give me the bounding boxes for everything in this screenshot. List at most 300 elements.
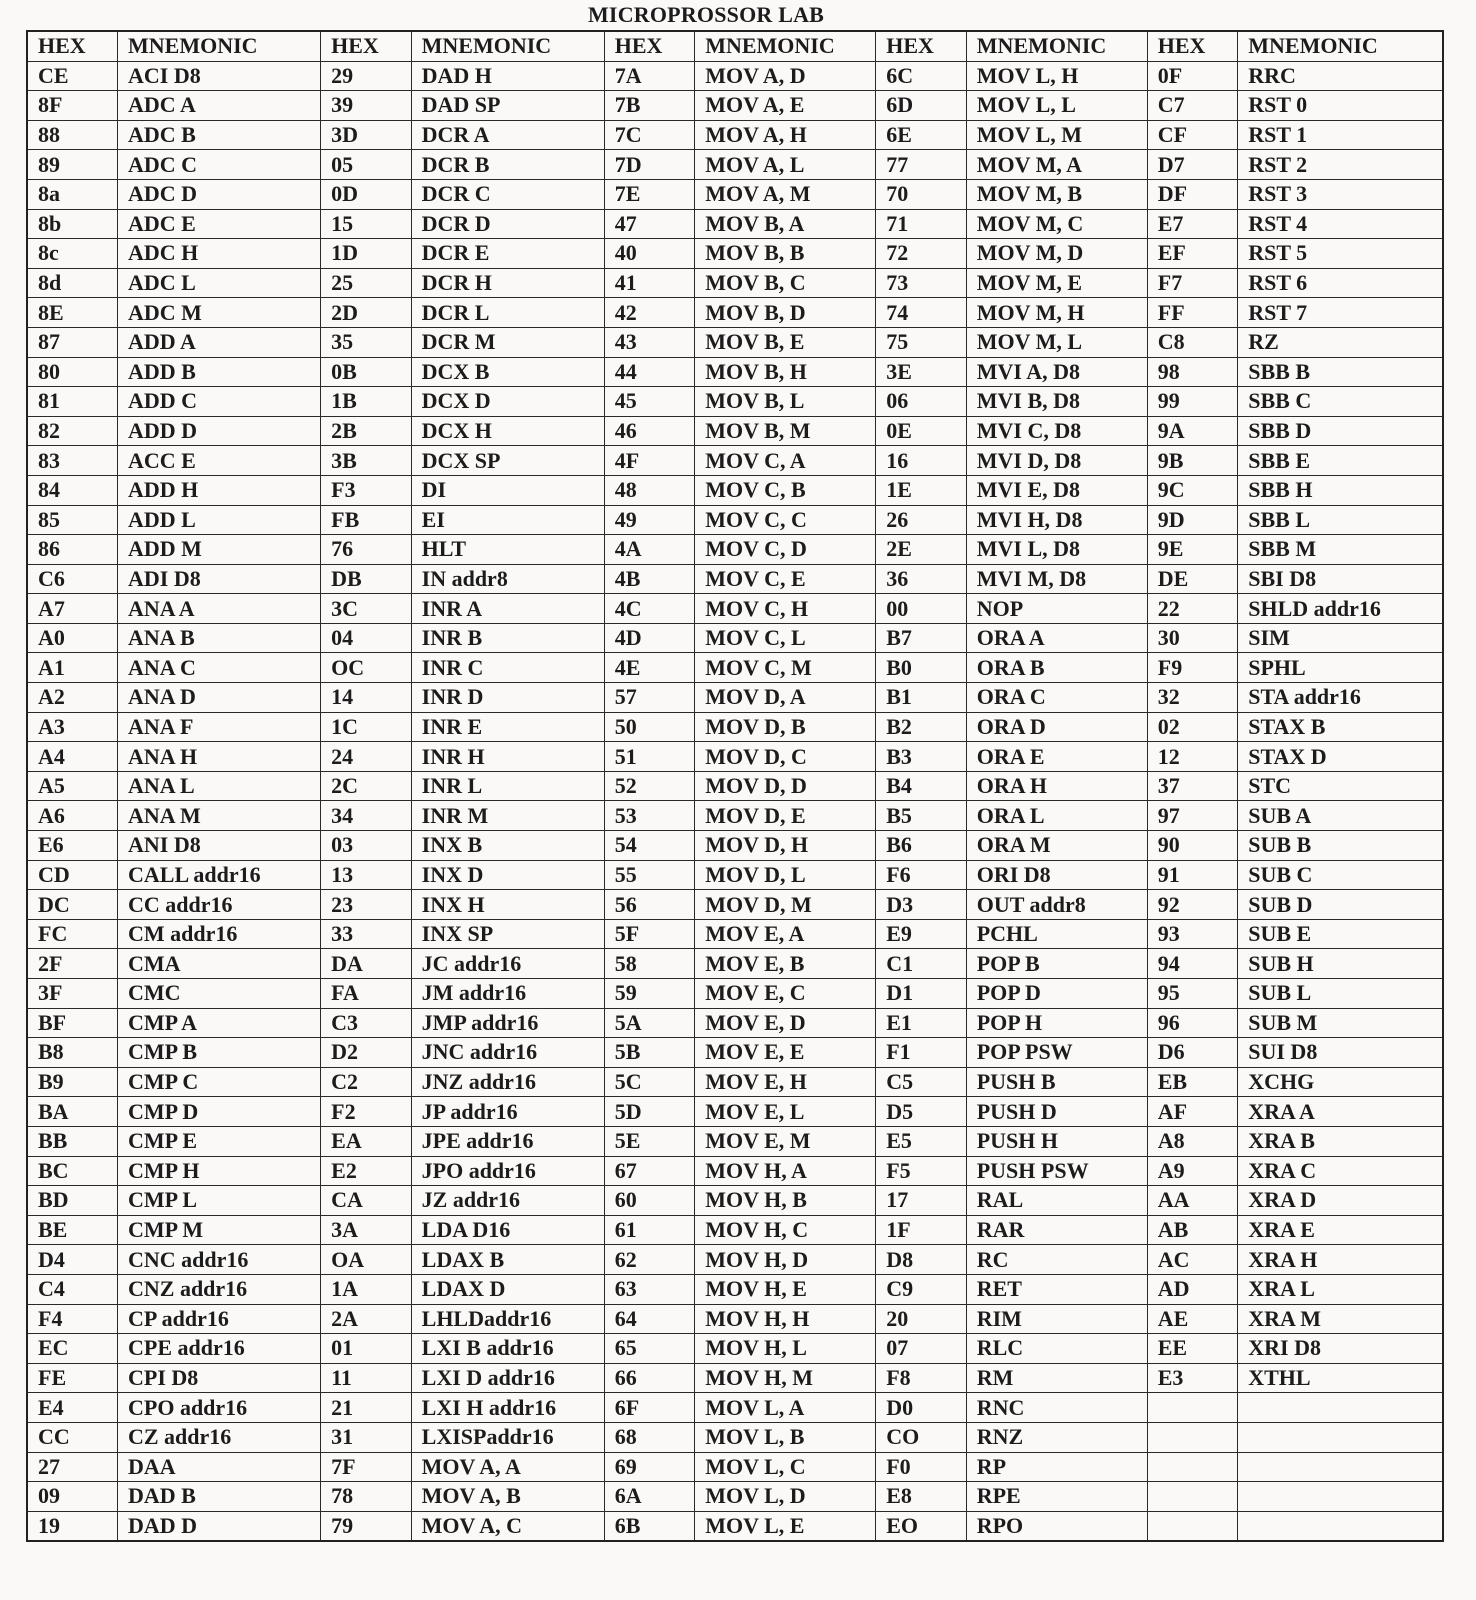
mnemonic-cell: MVI C, D8 [966, 416, 1147, 446]
mnemonic-cell: JNZ addr16 [411, 1067, 604, 1097]
hex-cell: 34 [321, 801, 412, 831]
mnemonic-cell: SBB D [1238, 416, 1443, 446]
hex-cell: B4 [876, 771, 967, 801]
mnemonic-cell: EI [411, 505, 604, 535]
mnemonic-cell: JPE addr16 [411, 1126, 604, 1156]
mnemonic-cell: PCHL [966, 919, 1147, 949]
hex-cell: 6A [604, 1482, 695, 1512]
table-row [27, 594, 1443, 624]
hex-cell: F9 [1147, 653, 1238, 683]
hex-cell: BF [27, 1008, 118, 1038]
hex-cell: B1 [876, 683, 967, 713]
table-row [27, 1126, 1443, 1156]
hex-cell: 9D [1147, 505, 1238, 535]
mnemonic-cell: SIM [1238, 623, 1443, 653]
hex-cell: 09 [27, 1482, 118, 1512]
hex-cell: 15 [321, 209, 412, 239]
mnemonic-cell: SUB C [1238, 860, 1443, 890]
hex-cell: 72 [876, 239, 967, 269]
mnemonic-cell: RAL [966, 1186, 1147, 1216]
table-row [27, 742, 1443, 772]
mnemonic-cell: CALL addr16 [118, 860, 321, 890]
table-row [27, 1334, 1443, 1364]
mnemonic-cell: CMP E [118, 1126, 321, 1156]
hex-cell: 66 [604, 1363, 695, 1393]
hex-cell: 60 [604, 1186, 695, 1216]
hex-cell: 98 [1147, 357, 1238, 387]
hex-cell: 9E [1147, 535, 1238, 565]
hex-cell: 33 [321, 919, 412, 949]
mnemonic-cell: ORA C [966, 683, 1147, 713]
hex-cell: 21 [321, 1393, 412, 1423]
hex-cell: 46 [604, 416, 695, 446]
mnemonic-cell: MOV B, A [695, 209, 876, 239]
hex-cell: 07 [876, 1334, 967, 1364]
hex-cell: B5 [876, 801, 967, 831]
mnemonic-cell: MOV D, L [695, 860, 876, 890]
mnemonic-cell: INR D [411, 683, 604, 713]
hex-cell: 3C [321, 594, 412, 624]
hex-cell: C2 [321, 1067, 412, 1097]
hex-cell: 6C [876, 61, 967, 91]
mnemonic-cell: MOV M, C [966, 209, 1147, 239]
hex-cell: 73 [876, 268, 967, 298]
hex-cell: F0 [876, 1452, 967, 1482]
hex-cell: 49 [604, 505, 695, 535]
opcode-table [26, 30, 1444, 1542]
hex-cell: D7 [1147, 150, 1238, 180]
mnemonic-cell: CMP H [118, 1156, 321, 1186]
mnemonic-cell: JP addr16 [411, 1097, 604, 1127]
mnemonic-cell: RPO [966, 1511, 1147, 1541]
hex-cell: 9C [1147, 475, 1238, 505]
hex-cell [1147, 1511, 1238, 1541]
hex-cell: C8 [1147, 327, 1238, 357]
hex-cell: 58 [604, 949, 695, 979]
hex-cell: 32 [1147, 683, 1238, 713]
mnemonic-cell: CMP L [118, 1186, 321, 1216]
hex-cell: AB [1147, 1215, 1238, 1245]
table-row [27, 298, 1443, 328]
mnemonic-cell: MVI A, D8 [966, 357, 1147, 387]
mnemonic-cell: POP B [966, 949, 1147, 979]
mnemonic-cell: RST 5 [1238, 239, 1443, 269]
mnemonic-cell: SBB B [1238, 357, 1443, 387]
mnemonic-cell: SBB C [1238, 387, 1443, 417]
mnemonic-cell: ANA C [118, 653, 321, 683]
hex-cell: 19 [27, 1511, 118, 1541]
mnemonic-cell: MOV C, L [695, 623, 876, 653]
hex-cell: 74 [876, 298, 967, 328]
mnemonic-cell: LXI D addr16 [411, 1363, 604, 1393]
mnemonic-cell: SUB D [1238, 890, 1443, 920]
hex-cell: 13 [321, 860, 412, 890]
hex-cell: 7F [321, 1452, 412, 1482]
hex-cell: 44 [604, 357, 695, 387]
mnemonic-cell: DI [411, 475, 604, 505]
mnemonic-cell: DCR A [411, 120, 604, 150]
mnemonic-cell: RAR [966, 1215, 1147, 1245]
mnemonic-cell: RST 6 [1238, 268, 1443, 298]
mnemonic-cell: CMC [118, 979, 321, 1009]
mnemonic-cell: PUSH B [966, 1067, 1147, 1097]
mnemonic-cell: RC [966, 1245, 1147, 1275]
hex-cell: D2 [321, 1038, 412, 1068]
hex-cell: 0F [1147, 61, 1238, 91]
mnemonic-cell: RLC [966, 1334, 1147, 1364]
table-row [27, 1038, 1443, 1068]
mnemonic-cell: MOV H, M [695, 1363, 876, 1393]
hex-cell: DF [1147, 179, 1238, 209]
mnemonic-cell: LXISPaddr16 [411, 1422, 604, 1452]
mnemonic-cell: INR M [411, 801, 604, 831]
mnemonic-cell: MOV H, C [695, 1215, 876, 1245]
mnemonic-cell: XRA M [1238, 1304, 1443, 1334]
mnemonic-cell: MOV A, A [411, 1452, 604, 1482]
hex-cell: F6 [876, 860, 967, 890]
mnemonic-cell: CMA [118, 949, 321, 979]
mnemonic-cell: DAD B [118, 1482, 321, 1512]
mnemonic-cell [1238, 1393, 1443, 1423]
table-row [27, 387, 1443, 417]
hex-cell: 47 [604, 209, 695, 239]
hex-cell: 4B [604, 564, 695, 594]
hex-cell [1147, 1393, 1238, 1423]
mnemonic-cell: RST 4 [1238, 209, 1443, 239]
table-row [27, 327, 1443, 357]
mnemonic-cell: DCX B [411, 357, 604, 387]
table-row [27, 1511, 1443, 1541]
hex-cell: 3E [876, 357, 967, 387]
hex-cell: 76 [321, 535, 412, 565]
mnemonic-cell: MVI E, D8 [966, 475, 1147, 505]
hex-cell: 26 [876, 505, 967, 535]
hex-cell: BE [27, 1215, 118, 1245]
table-row [27, 446, 1443, 476]
header-mnemonic: MNEMONIC [1238, 31, 1443, 61]
table-row [27, 416, 1443, 446]
hex-cell: 43 [604, 327, 695, 357]
mnemonic-cell: MOV D, A [695, 683, 876, 713]
mnemonic-cell: DCR L [411, 298, 604, 328]
mnemonic-cell: ORA D [966, 712, 1147, 742]
mnemonic-cell [1238, 1482, 1443, 1512]
mnemonic-cell: MOV M, L [966, 327, 1147, 357]
hex-cell: 8b [27, 209, 118, 239]
mnemonic-cell: MOV B, H [695, 357, 876, 387]
hex-cell: 1A [321, 1274, 412, 1304]
hex-cell: 2A [321, 1304, 412, 1334]
hex-cell: 1B [321, 387, 412, 417]
mnemonic-cell: XRA B [1238, 1126, 1443, 1156]
hex-cell: F3 [321, 475, 412, 505]
hex-cell: 04 [321, 623, 412, 653]
mnemonic-cell: MOV E, E [695, 1038, 876, 1068]
hex-cell: FA [321, 979, 412, 1009]
mnemonic-cell: INX H [411, 890, 604, 920]
hex-cell: 8d [27, 268, 118, 298]
mnemonic-cell: DCR H [411, 268, 604, 298]
hex-cell: 83 [27, 446, 118, 476]
hex-cell: A8 [1147, 1126, 1238, 1156]
mnemonic-cell: MOV B, C [695, 268, 876, 298]
mnemonic-cell: CC addr16 [118, 890, 321, 920]
hex-cell: C4 [27, 1274, 118, 1304]
hex-cell: 24 [321, 742, 412, 772]
mnemonic-cell: MOV E, B [695, 949, 876, 979]
mnemonic-cell: MOV A, E [695, 91, 876, 121]
mnemonic-cell: MOV L, E [695, 1511, 876, 1541]
hex-cell: 41 [604, 268, 695, 298]
table-row [27, 505, 1443, 535]
mnemonic-cell: LXI H addr16 [411, 1393, 604, 1423]
mnemonic-cell: ADD C [118, 387, 321, 417]
table-row [27, 1274, 1443, 1304]
hex-cell: 4D [604, 623, 695, 653]
mnemonic-cell: INR B [411, 623, 604, 653]
mnemonic-cell: ORA A [966, 623, 1147, 653]
hex-cell: 1E [876, 475, 967, 505]
mnemonic-cell: STAX D [1238, 742, 1443, 772]
hex-cell: D3 [876, 890, 967, 920]
mnemonic-cell: RST 1 [1238, 120, 1443, 150]
hex-cell: 1D [321, 239, 412, 269]
hex-cell: C9 [876, 1274, 967, 1304]
hex-cell: EO [876, 1511, 967, 1541]
hex-cell: 4A [604, 535, 695, 565]
hex-cell: 5D [604, 1097, 695, 1127]
hex-cell: 71 [876, 209, 967, 239]
hex-cell: D5 [876, 1097, 967, 1127]
mnemonic-cell: ADC H [118, 239, 321, 269]
table-row [27, 120, 1443, 150]
hex-cell: EE [1147, 1334, 1238, 1364]
mnemonic-cell: INR H [411, 742, 604, 772]
hex-cell: C3 [321, 1008, 412, 1038]
hex-cell: 2E [876, 535, 967, 565]
hex-cell: 6E [876, 120, 967, 150]
hex-cell: A4 [27, 742, 118, 772]
hex-cell: 27 [27, 1452, 118, 1482]
mnemonic-cell: MOV D, H [695, 831, 876, 861]
table-row [27, 919, 1443, 949]
hex-cell: B8 [27, 1038, 118, 1068]
table-row [27, 890, 1443, 920]
hex-cell: AE [1147, 1304, 1238, 1334]
mnemonic-cell: LDA D16 [411, 1215, 604, 1245]
mnemonic-cell: MOV C, E [695, 564, 876, 594]
table-row [27, 771, 1443, 801]
hex-cell: 2B [321, 416, 412, 446]
mnemonic-cell: MOV L, M [966, 120, 1147, 150]
mnemonic-cell: JMP addr16 [411, 1008, 604, 1038]
hex-cell: 65 [604, 1334, 695, 1364]
hex-cell: 75 [876, 327, 967, 357]
hex-cell: 4F [604, 446, 695, 476]
hex-cell: 54 [604, 831, 695, 861]
table-row [27, 1156, 1443, 1186]
mnemonic-cell: MOV B, D [695, 298, 876, 328]
mnemonic-cell: ORA L [966, 801, 1147, 831]
header-row [27, 31, 1443, 61]
hex-cell: CF [1147, 120, 1238, 150]
hex-cell: AD [1147, 1274, 1238, 1304]
hex-cell: EB [1147, 1067, 1238, 1097]
mnemonic-cell: DCX SP [411, 446, 604, 476]
mnemonic-cell: XTHL [1238, 1363, 1443, 1393]
table-row [27, 1482, 1443, 1512]
mnemonic-cell: RNC [966, 1393, 1147, 1423]
mnemonic-cell: CPI D8 [118, 1363, 321, 1393]
mnemonic-cell: STC [1238, 771, 1443, 801]
hex-cell: 3D [321, 120, 412, 150]
hex-cell: 3F [27, 979, 118, 1009]
mnemonic-cell: MOV M, H [966, 298, 1147, 328]
hex-cell: A9 [1147, 1156, 1238, 1186]
hex-cell: 7D [604, 150, 695, 180]
mnemonic-cell: MOV B, M [695, 416, 876, 446]
hex-cell: 40 [604, 239, 695, 269]
mnemonic-cell: ADI D8 [118, 564, 321, 594]
hex-cell: 01 [321, 1334, 412, 1364]
hex-cell: 70 [876, 179, 967, 209]
mnemonic-cell: ADC E [118, 209, 321, 239]
mnemonic-cell: ANA F [118, 712, 321, 742]
hex-cell: E8 [876, 1482, 967, 1512]
mnemonic-cell: DCR D [411, 209, 604, 239]
hex-cell: DC [27, 890, 118, 920]
table-row [27, 91, 1443, 121]
table-row [27, 801, 1443, 831]
mnemonic-cell: ADD H [118, 475, 321, 505]
mnemonic-cell: MOV M, E [966, 268, 1147, 298]
hex-cell: BC [27, 1156, 118, 1186]
mnemonic-cell: RZ [1238, 327, 1443, 357]
hex-cell: 48 [604, 475, 695, 505]
hex-cell [1147, 1452, 1238, 1482]
mnemonic-cell: DAA [118, 1452, 321, 1482]
mnemonic-cell: ADD L [118, 505, 321, 535]
table-row [27, 623, 1443, 653]
mnemonic-cell: ANA L [118, 771, 321, 801]
hex-cell: CD [27, 860, 118, 890]
mnemonic-cell: INR A [411, 594, 604, 624]
mnemonic-cell: MOV C, B [695, 475, 876, 505]
header-mnemonic: MNEMONIC [966, 31, 1147, 61]
mnemonic-cell: ORA M [966, 831, 1147, 861]
hex-cell: CO [876, 1422, 967, 1452]
hex-cell: 53 [604, 801, 695, 831]
mnemonic-cell: JZ addr16 [411, 1186, 604, 1216]
hex-cell: CE [27, 61, 118, 91]
hex-cell: 87 [27, 327, 118, 357]
hex-cell: 7C [604, 120, 695, 150]
mnemonic-cell: MOV H, E [695, 1274, 876, 1304]
hex-cell: 16 [876, 446, 967, 476]
mnemonic-cell: INX SP [411, 919, 604, 949]
hex-cell: 85 [27, 505, 118, 535]
mnemonic-cell: SHLD addr16 [1238, 594, 1443, 624]
header-mnemonic: MNEMONIC [118, 31, 321, 61]
hex-cell: 42 [604, 298, 695, 328]
mnemonic-cell: MOV D, E [695, 801, 876, 831]
mnemonic-cell: MOV D, D [695, 771, 876, 801]
mnemonic-cell: MOV H, B [695, 1186, 876, 1216]
hex-cell: 22 [1147, 594, 1238, 624]
mnemonic-cell: SBI D8 [1238, 564, 1443, 594]
mnemonic-cell: POP H [966, 1008, 1147, 1038]
hex-cell: 11 [321, 1363, 412, 1393]
mnemonic-cell: SBB E [1238, 446, 1443, 476]
header-hex: HEX [27, 31, 118, 61]
hex-cell: A5 [27, 771, 118, 801]
mnemonic-cell: CNZ addr16 [118, 1274, 321, 1304]
mnemonic-cell: SBB M [1238, 535, 1443, 565]
mnemonic-cell: XRA E [1238, 1215, 1443, 1245]
hex-cell: 7B [604, 91, 695, 121]
page-title: MICROPROSSOR LAB [587, 2, 825, 27]
hex-cell: E4 [27, 1393, 118, 1423]
hex-cell: B0 [876, 653, 967, 683]
hex-cell: E6 [27, 831, 118, 861]
hex-cell: A6 [27, 801, 118, 831]
hex-cell: AA [1147, 1186, 1238, 1216]
table-row [27, 239, 1443, 269]
hex-cell: D4 [27, 1245, 118, 1275]
mnemonic-cell: ACI D8 [118, 61, 321, 91]
hex-cell: FB [321, 505, 412, 535]
table-row [27, 475, 1443, 505]
hex-cell: F8 [876, 1363, 967, 1393]
hex-cell: 82 [27, 416, 118, 446]
hex-cell: 9B [1147, 446, 1238, 476]
hex-cell: 92 [1147, 890, 1238, 920]
hex-cell: 4E [604, 653, 695, 683]
mnemonic-cell: MOV E, C [695, 979, 876, 1009]
hex-cell: 89 [27, 150, 118, 180]
hex-cell: 97 [1147, 801, 1238, 831]
hex-cell: 2D [321, 298, 412, 328]
hex-cell: 81 [27, 387, 118, 417]
hex-cell: B2 [876, 712, 967, 742]
mnemonic-cell: MOV C, A [695, 446, 876, 476]
hex-cell: 86 [27, 535, 118, 565]
hex-cell: 63 [604, 1274, 695, 1304]
hex-cell: E3 [1147, 1363, 1238, 1393]
hex-cell: 14 [321, 683, 412, 713]
mnemonic-cell: MOV H, D [695, 1245, 876, 1275]
hex-cell: 3A [321, 1215, 412, 1245]
hex-cell: A1 [27, 653, 118, 683]
table-row [27, 831, 1443, 861]
mnemonic-cell: DCR C [411, 179, 604, 209]
mnemonic-cell: SUI D8 [1238, 1038, 1443, 1068]
hex-cell: 9A [1147, 416, 1238, 446]
mnemonic-cell: ANA D [118, 683, 321, 713]
hex-cell: 96 [1147, 1008, 1238, 1038]
hex-cell: 94 [1147, 949, 1238, 979]
hex-cell: 88 [27, 120, 118, 150]
mnemonic-cell: SUB H [1238, 949, 1443, 979]
mnemonic-cell: PUSH H [966, 1126, 1147, 1156]
hex-cell: AF [1147, 1097, 1238, 1127]
mnemonic-cell: XCHG [1238, 1067, 1443, 1097]
mnemonic-cell: RRC [1238, 61, 1443, 91]
hex-cell: 0B [321, 357, 412, 387]
hex-cell: A0 [27, 623, 118, 653]
table-row [27, 209, 1443, 239]
hex-cell: F4 [27, 1304, 118, 1334]
